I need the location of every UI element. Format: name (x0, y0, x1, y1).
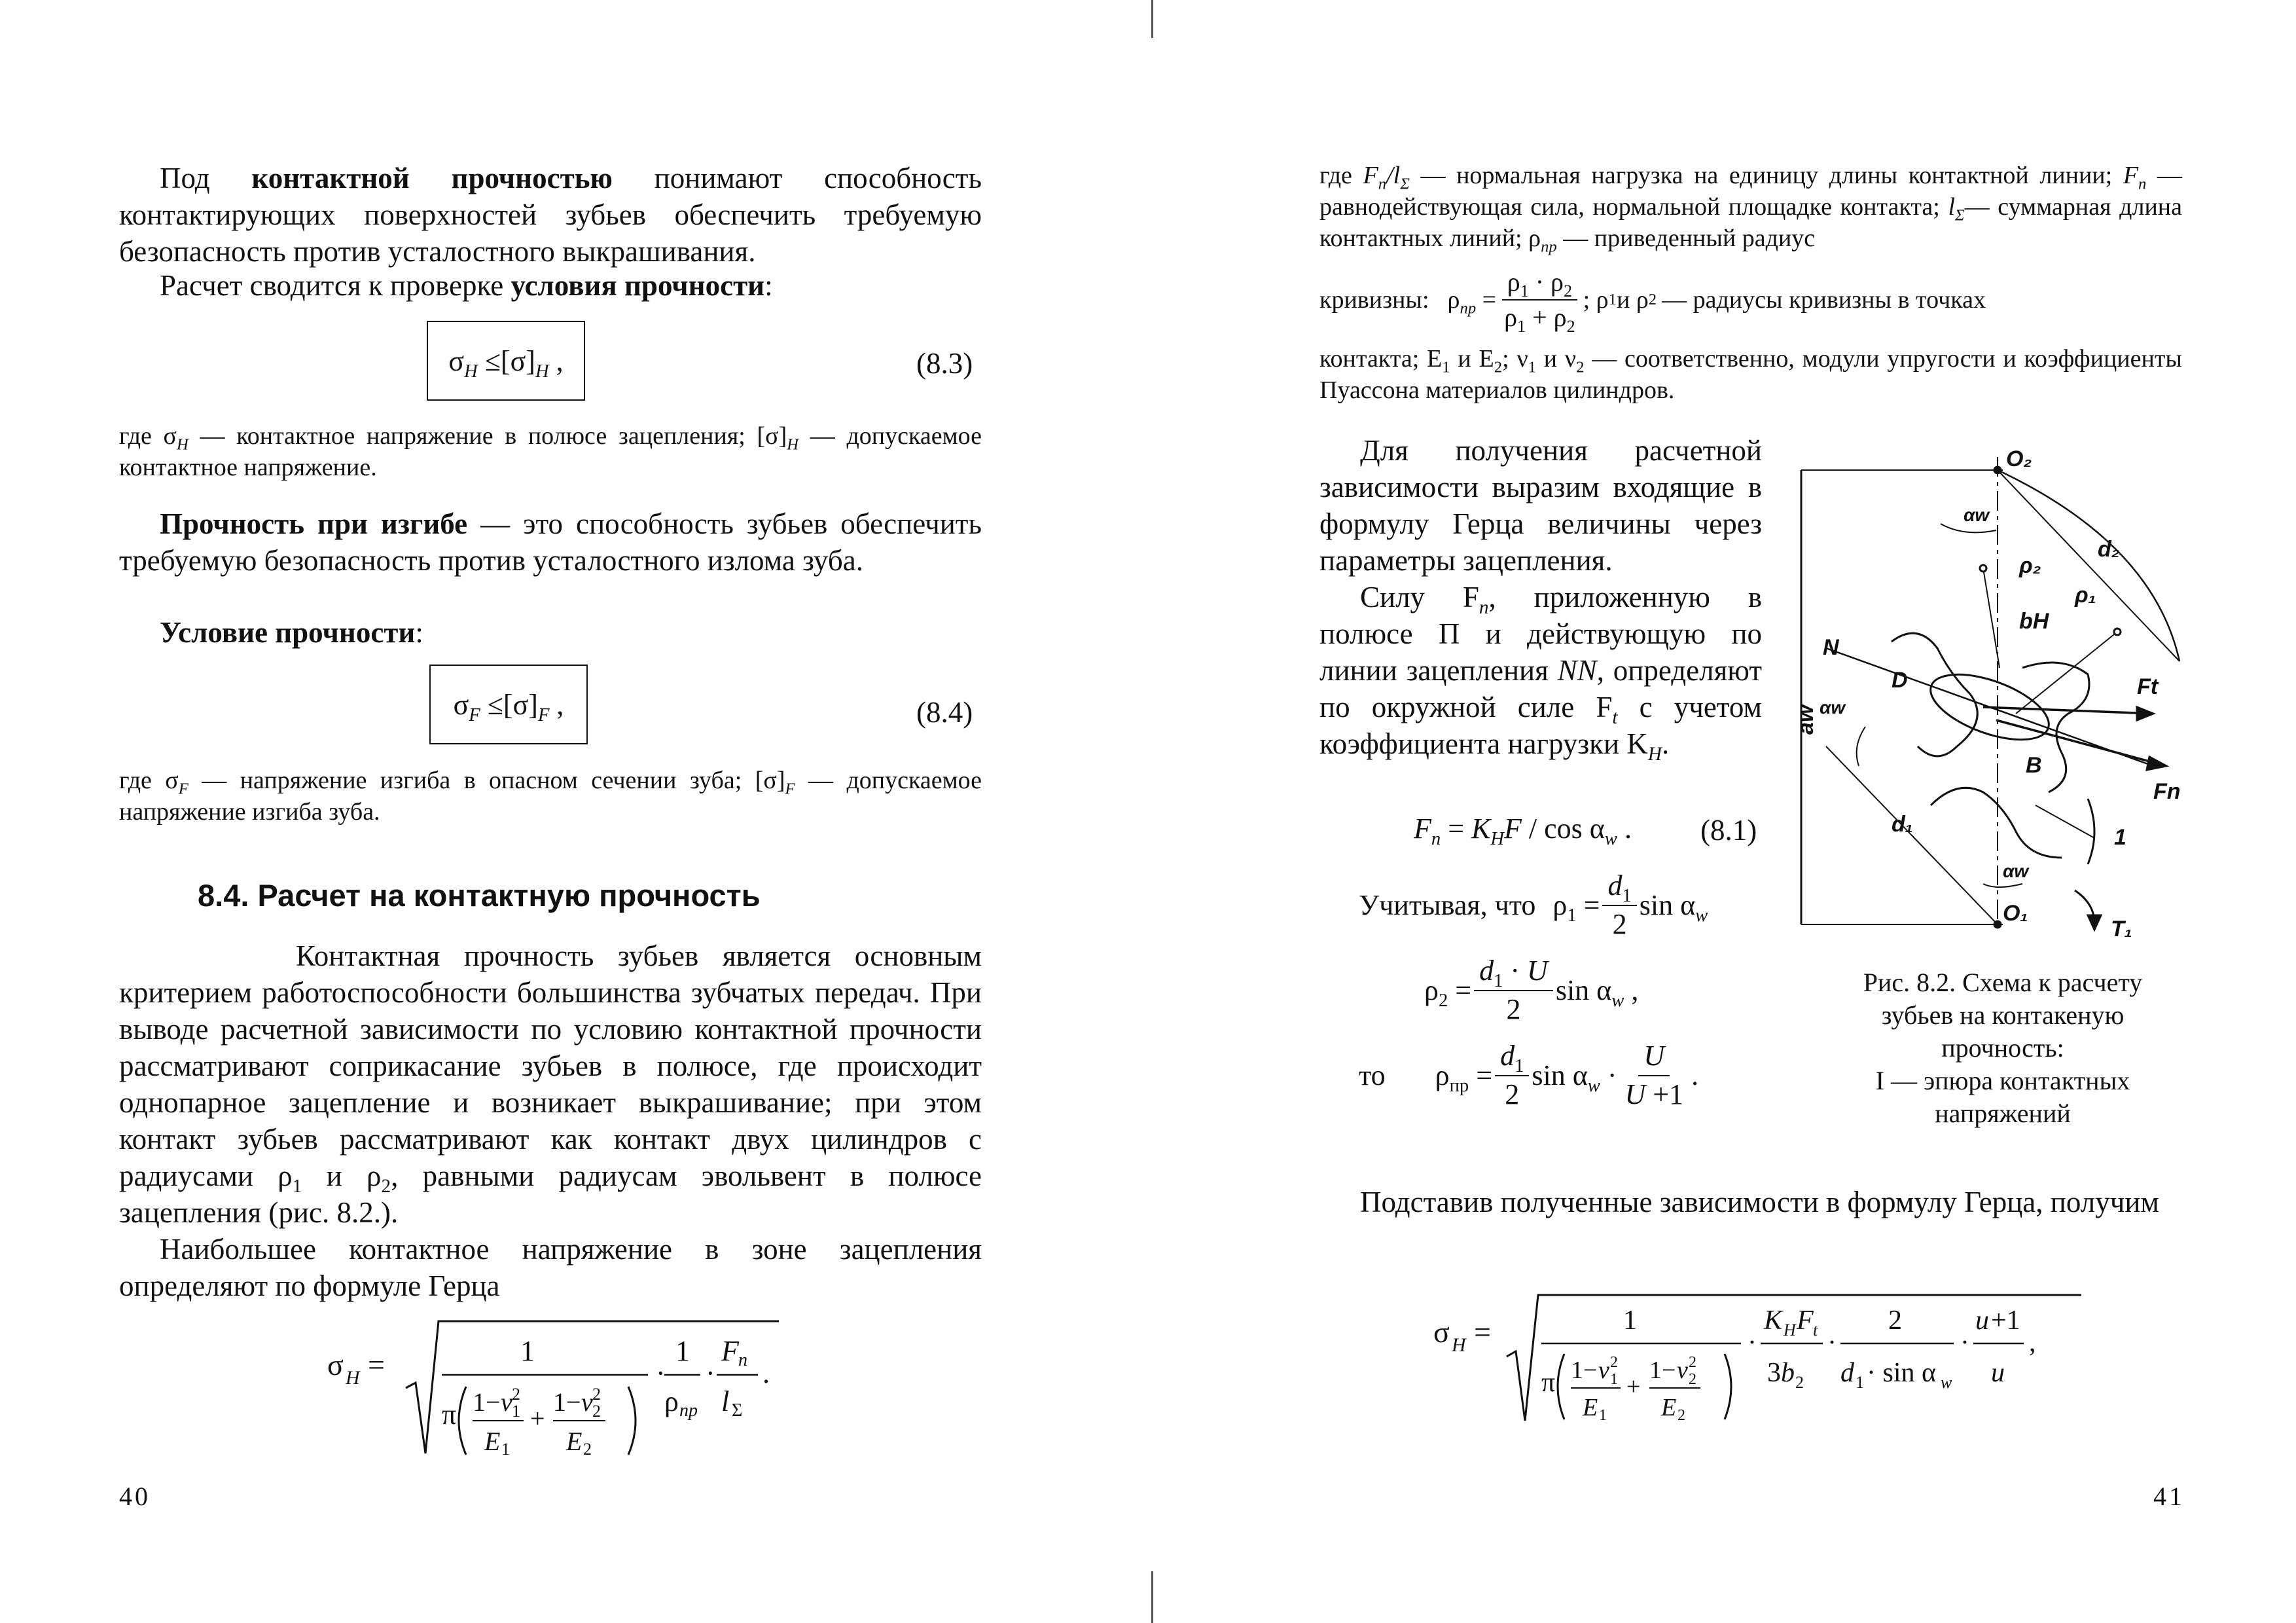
label-o2: O₂ (2006, 447, 2032, 471)
svg-text:ρ: ρ (664, 1385, 679, 1417)
label-aw: aw (1793, 704, 1818, 735)
svg-text:π: π (442, 1398, 457, 1431)
svg-text:H: H (1452, 1334, 1466, 1356)
svg-text:2: 2 (1689, 1371, 1696, 1388)
paragraph-parameters: Для получения расчетной зависимости выразим входящие в формулу Герца величины через параметры зацепления. (1319, 434, 1762, 577)
svg-text:=: = (368, 1348, 385, 1381)
svg-text:1: 1 (1610, 1371, 1618, 1388)
label-alpha-bottom: αw (2003, 861, 2029, 881)
equation-rho-pr: то $\rho_{пр}$ = $\frac{d_1}{2}$ $\sin \alpha_w$ · $\frac{U}{U +1}$ . (1359, 1040, 1699, 1110)
svg-text:1: 1 (520, 1335, 535, 1367)
paragraph-substitute: Подставив полученные зависимости в формулу Герца, получим (1360, 1186, 2159, 1218)
page-number-left: 40 (119, 1482, 151, 1511)
svg-text:,: , (2029, 1328, 2036, 1358)
hertz-formula-left (321, 1309, 792, 1480)
svg-text:E: E (1583, 1394, 1598, 1421)
svg-text:·: · (706, 1357, 715, 1389)
svg-text:n: n (738, 1350, 747, 1370)
svg-text:E: E (484, 1427, 501, 1456)
label-alpha-top: αw (1964, 505, 1990, 525)
label-o1: O₁ (2003, 901, 2028, 926)
svg-text:1: 1 (1623, 1305, 1637, 1336)
fold-mark-top (1151, 0, 1153, 38)
svg-text:π: π (1541, 1368, 1556, 1398)
curvature-line: кривизны: $\rho_{пр}$ = $\frac{\rho_1 \cdot \rho_2}{\rho_1 + \rho_2}$ ; ρ 1 и ρ 2 — радиусы кривизны в точках (1319, 267, 1986, 336)
equation-8-4: $\sigma_F \le[\sigma]_F$ , (429, 665, 588, 744)
svg-text:2: 2 (1795, 1373, 1804, 1392)
hertz-formula-right (1427, 1283, 2108, 1440)
paragraph-contact-criterion: Контактная прочность зубьев является основным критерием работоспособности большинства зубчатых передач. При выводе расчетной зависимости по условию контактной прочности рассматривают соприкасание зубьев в полюсе, где происходит однопарное зацепление и возникает выкрашивание; при этом контакт зубьев рассматривают как контакт двух цилиндров с радиусами $\rho_1$ и $\rho_2$, равными радиусам эвольвент в полюсе зацепления (рис. 8.2.). (119, 939, 982, 1229)
svg-text:1: 1 (501, 1440, 510, 1459)
svg-text:2: 2 (1888, 1305, 1902, 1336)
svg-text:2: 2 (1689, 1354, 1696, 1371)
svg-text:3b: 3b (1767, 1358, 1795, 1388)
svg-text:· sin α: · sin α (1867, 1358, 1937, 1388)
svg-text:E: E (1661, 1394, 1677, 1421)
svg-text:w: w (1941, 1373, 1952, 1392)
svg-text:2: 2 (1610, 1354, 1618, 1371)
label-rho1: ρ₁ (2075, 583, 2096, 608)
svg-text:+: + (530, 1404, 545, 1433)
paragraph-force: Силу $F_n$, приложенную в полюсе П и действующую по линии зацепления NN, определяют по окружной силе $F_t$ с учетом коэффициента нагрузки $K_H$. (1319, 581, 1762, 765)
page-number-right: 41 (2153, 1482, 2185, 1511)
label-d2: d₂ (2098, 537, 2120, 562)
svg-text:.: . (762, 1357, 770, 1389)
svg-text:1: 1 (512, 1402, 520, 1421)
figure-caption: Рис. 8.2. Схема к расчету зубьев на контакеную прочность: I — эпюра контактных напряжений (1863, 968, 2143, 1128)
fold-mark-bottom (1151, 1571, 1153, 1623)
svg-text:1: 1 (675, 1335, 690, 1367)
svg-text:K: K (1764, 1305, 1783, 1336)
svg-text:v: v (1677, 1357, 1688, 1384)
svg-text:2: 2 (583, 1440, 592, 1459)
svg-text:v: v (581, 1387, 593, 1417)
svg-text:l: l (721, 1385, 730, 1417)
paragraph-hertz-intro: Наибольшее контактное напряжение в зоне зацепления определяют по формуле Герца (119, 1233, 982, 1302)
svg-text:·: · (1748, 1328, 1757, 1358)
label-1: 1 (2114, 825, 2126, 850)
svg-text:пр: пр (679, 1400, 698, 1421)
svg-text:1−: 1− (1649, 1357, 1676, 1384)
paragraph-contact-strength: Под контактной прочностью понимают способность контактирующих поверхностей зубьев обеспечить требуемую безопасность против усталостного выкрашивания. (119, 162, 982, 268)
svg-text:1−: 1− (553, 1387, 581, 1417)
equation-number-8-1: (8.1) (1700, 814, 1757, 847)
svg-text:2: 2 (1677, 1407, 1685, 1424)
paragraph-check-condition: Расчет сводится к проверке условия прочности: (160, 269, 773, 302)
equation-number-8-3: (8.3) (916, 347, 973, 380)
svg-text:2: 2 (592, 1385, 601, 1404)
label-alpha-left: αw (1820, 697, 1846, 718)
paragraph-bending-strength: Прочность при изгибе — это способность зубьев обеспечить требуемую безопасность против усталостного излома зуба. (119, 507, 982, 577)
svg-text:1: 1 (1599, 1407, 1607, 1424)
label-n: N (1823, 635, 1839, 660)
where-8-3: где $\sigma_H$ — контактное напряжение в полюсе зацепления; $[\sigma]_H$ — допускаемое контактное напряжение. (119, 422, 982, 481)
svg-text:d: d (1840, 1358, 1854, 1388)
paragraph-strength-condition: Условие прочности: (160, 616, 423, 649)
svg-text:2: 2 (592, 1402, 601, 1421)
svg-text:=: = (1474, 1315, 1491, 1349)
svg-text:H: H (1784, 1321, 1796, 1340)
label-t1: T₁ (2111, 917, 2132, 941)
svg-text:σ: σ (327, 1348, 344, 1381)
label-d1: d₁ (1892, 812, 1913, 837)
svg-text:Σ: Σ (732, 1400, 743, 1421)
svg-text:t: t (1813, 1321, 1818, 1340)
label-bh: bH (2019, 609, 2049, 634)
svg-text:E: E (566, 1427, 583, 1456)
contact-line: контакта; $E_1$ и $E_2$; $\nu_1$ и $\nu_2$ — соответственно, модули упругости и коэффициенты Пуассона материалов цилиндров. (1319, 345, 2182, 404)
svg-text:F: F (721, 1335, 739, 1367)
label-d: D (1892, 668, 1908, 693)
equation-8-1: $F_n = K_HF / \cos \alpha_w$ . (1414, 812, 1632, 849)
svg-text:H: H (346, 1367, 360, 1389)
svg-text:·: · (1960, 1328, 1969, 1358)
svg-text:u: u (1991, 1358, 2005, 1388)
equation-number-8-4: (8.4) (916, 696, 973, 729)
svg-text:·: · (656, 1357, 666, 1389)
svg-text:+1: +1 (1991, 1305, 2020, 1336)
svg-text:1: 1 (1856, 1373, 1864, 1392)
equation-rho1: Учитывая, что $\rho_1$ = $\frac{d_1}{2}$ $\sin \alpha_w$ (1359, 869, 1708, 940)
equation-8-3: $\sigma_H \le[\sigma]_H$ , (427, 321, 585, 401)
svg-text:v: v (501, 1387, 512, 1417)
svg-text:+: + (1626, 1373, 1641, 1400)
equation-rho2: $\rho_2$ = $\frac{d_1 \cdot U}{2}$ $\sin \alpha_w$ , (1424, 955, 1639, 1025)
label-rho2: ρ₂ (2019, 553, 2041, 578)
svg-text:σ: σ (1433, 1315, 1450, 1349)
label-fn: Fn (2153, 779, 2181, 804)
svg-text:1−: 1− (473, 1387, 501, 1417)
svg-text:2: 2 (512, 1385, 520, 1404)
svg-text:v: v (1598, 1357, 1609, 1384)
svg-text:·: · (1827, 1328, 1837, 1358)
svg-text:u: u (1975, 1305, 1989, 1336)
svg-text:F: F (1797, 1305, 1814, 1336)
label-ft: Ft (2137, 674, 2159, 699)
figure-8-2 (1787, 439, 2206, 943)
where-hertz: где $F_n/l_\Sigma$ — нормальная нагрузка на единицу длины контактной линии; $F_n$ — равнодействующая сила, нормальной площадке контакта; $l_\Sigma—$ суммарная длина контактных линий; $\rho_{пр}$ — приведенный радиус (1319, 162, 2182, 256)
where-8-4: где $\sigma_F$ — напряжение изгиба в опасном сечении зуба; $[\sigma]_F$ — допускаемое напряжение изгиба зуба. (119, 767, 982, 826)
svg-text:1−: 1− (1571, 1357, 1598, 1384)
label-b: B (2026, 753, 2042, 778)
section-heading: 8.4. Расчет на контактную прочность (198, 878, 761, 913)
